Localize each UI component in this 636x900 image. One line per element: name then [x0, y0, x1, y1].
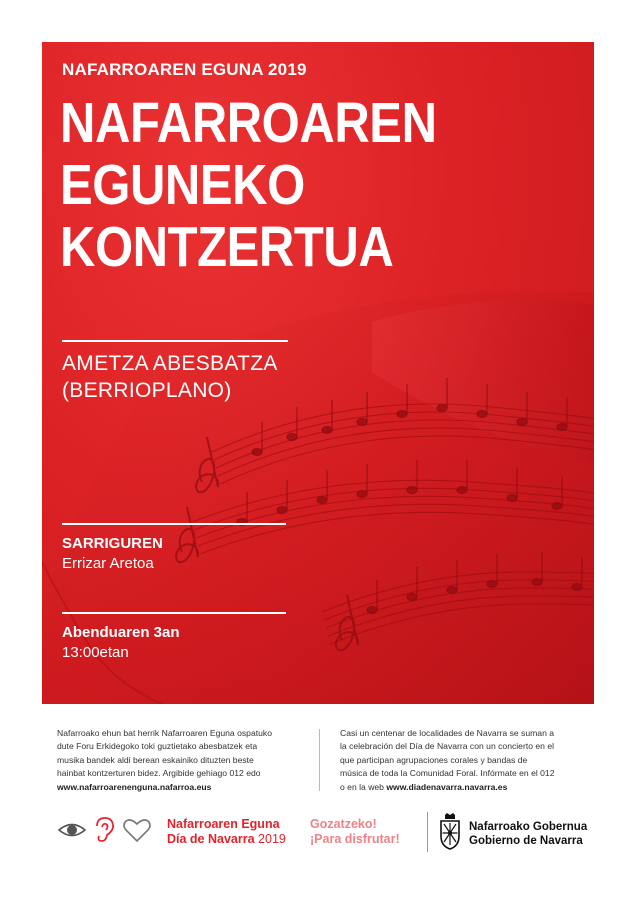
location-block: [62, 534, 163, 574]
brand-wordmark: [167, 817, 286, 847]
column-divider: [319, 729, 320, 791]
navarra-crest-icon: [439, 812, 461, 850]
web-prefix: o en la web: [340, 781, 387, 792]
choir-line: (BERRIOPLANO): [62, 379, 232, 402]
info-line: musika bandek aldi berean eskainiko dituzten beste: [57, 754, 254, 765]
info-line-last: [340, 781, 585, 794]
event-time: 13:00etan: [62, 644, 129, 661]
info-line: Casi un centenar de localidades de Navarra se suman a: [340, 728, 555, 738]
divider: [62, 340, 288, 342]
gov-basque: Nafarroako Gobernua: [469, 821, 588, 833]
info-line: que participan agrupaciones corales y bandas de: [340, 754, 528, 765]
divider: [62, 612, 286, 614]
concert-poster: [42, 42, 594, 704]
choir-line: AMETZA ABESBATZA: [62, 352, 278, 375]
spanish-info: [340, 727, 585, 794]
info-line: hainbat kontzerturen bidez. Argibide gehiago 012 edo: [57, 768, 261, 779]
title-line: NAFARROAREN: [60, 91, 437, 155]
divider: [62, 523, 286, 525]
datetime-block: [62, 623, 180, 663]
location-town: SARRIGUREN: [62, 535, 163, 552]
footer-divider: [427, 812, 428, 852]
location-venue: Errizar Aretoa: [62, 555, 154, 572]
brand-year: 2019: [258, 832, 286, 846]
brand-line-spanish: [167, 832, 286, 847]
info-section: [57, 727, 587, 795]
info-line: música de toda la Comunidad Foral. Infórmate en el 012: [340, 768, 555, 779]
eye-icon: [59, 825, 85, 836]
info-line: Nafarroako ehun bat herrik Nafarroaren Eguna ospatuko: [57, 728, 272, 738]
slogan-basque: Gozatzeko!: [310, 817, 377, 831]
ear-icon: [97, 818, 113, 841]
sense-icons: [57, 816, 153, 844]
info-line: la celebración del Día de Navarra con un concierto en el: [340, 741, 555, 752]
gov-spanish: Gobierno de Navarra: [469, 835, 583, 847]
event-kicker: NAFARROAREN EGUNA 2019: [62, 60, 307, 79]
slogan: [310, 817, 400, 847]
event-date: Abenduaren 3an: [62, 624, 180, 641]
info-line: dute Foru Erkidegoko toki guztietako abesbatzek eta: [57, 741, 258, 752]
basque-website-link[interactable]: www.nafarroarenenguna.nafarroa.eus: [57, 781, 212, 792]
footer: [57, 812, 597, 862]
slogan-spanish: ¡Para disfrutar!: [310, 832, 400, 846]
spanish-website-link[interactable]: www.diadenavarra.navarra.es: [386, 781, 508, 792]
page-title: [60, 92, 507, 278]
basque-info: [57, 727, 302, 794]
brand-spanish-text: Día de Navarra: [167, 832, 255, 846]
title-line: EGUNEKO: [60, 153, 305, 217]
choir-name: [62, 350, 278, 404]
title-line: KONTZERTUA: [60, 215, 394, 279]
government-name: [469, 820, 587, 848]
heart-icon: [124, 820, 150, 841]
brand-line-basque: Nafarroaren Eguna: [167, 817, 280, 831]
